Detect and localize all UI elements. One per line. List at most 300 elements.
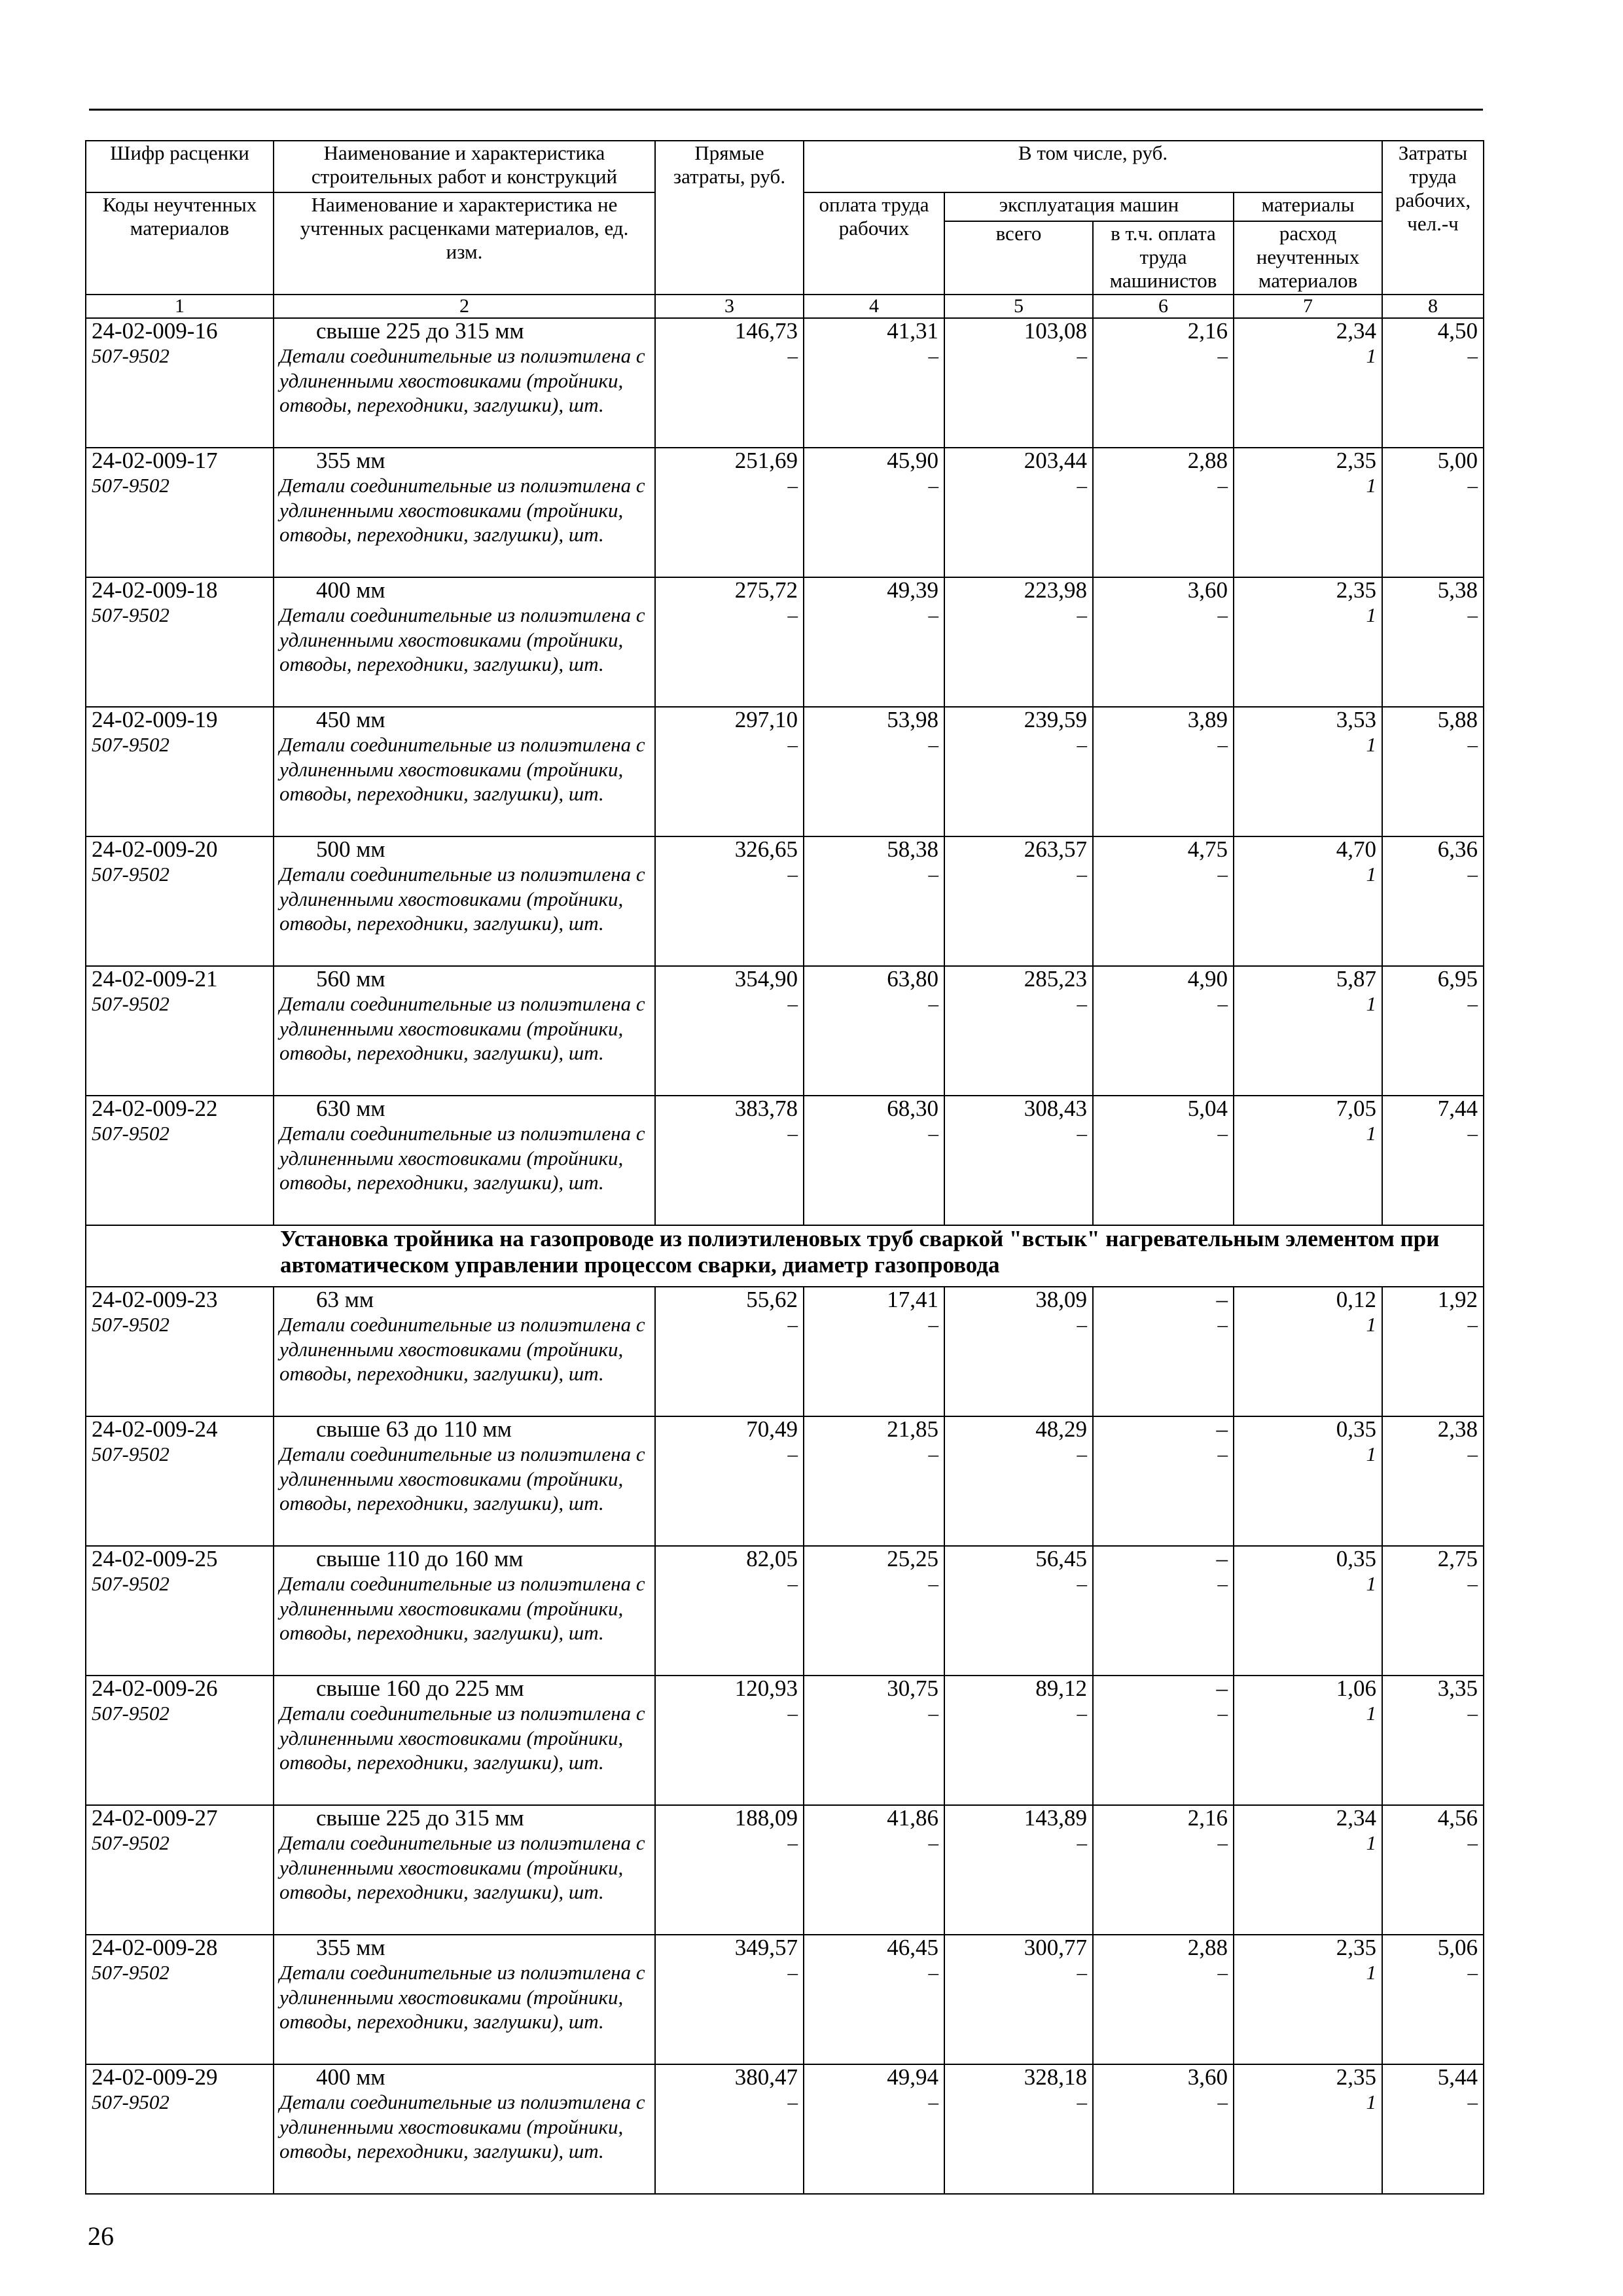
machines-total-value: 308,43 [1024,1096,1087,1121]
direct-cost-cell [655,707,804,836]
work-name-cell [274,1287,655,1416]
header-machines-operators: в т.ч. оплата труда машинистов [1093,221,1234,295]
header-code: Шифр расценки [86,141,274,192]
table-row [86,1546,1484,1676]
labor-hours-sub-value: – [1467,1313,1478,1336]
direct-cost-value: 326,65 [734,836,798,862]
work-name: 355 мм [316,1935,385,1960]
machines-total-value: 263,57 [1024,836,1087,862]
table-row [86,577,1484,707]
work-name: 450 мм [316,707,385,732]
table-row [86,1287,1484,1416]
labor-pay-sub-value: – [928,2090,938,2113]
material-code: 507-9502 [92,1961,169,1984]
direct-cost-value: 70,49 [746,1416,798,1442]
labor-hours-cell [1382,1676,1484,1805]
labor-pay-value: 46,45 [887,1935,938,1960]
labor-pay-value: 49,39 [887,577,938,603]
machines-total-sub-value: – [1077,1122,1087,1145]
labor-pay-value: 41,86 [887,1805,938,1831]
column-number: 2 [274,295,655,318]
labor-hours-cell [1382,1416,1484,1546]
labor-pay-sub-value: – [928,1961,938,1984]
machines-total-cell [944,1805,1093,1935]
machines-total-value: 285,23 [1024,966,1087,992]
labor-pay-cell [804,577,944,707]
material-name: Детали соединительные из полиэтилена с удлиненными хвостовиками (тройники, отводы, переходники, заглушки), шт. [279,1443,645,1515]
machines-operators-pay-sub-value: – [1217,2090,1228,2113]
direct-cost-value: 120,93 [734,1676,798,1701]
machines-operators-pay-sub-value: – [1217,733,1228,756]
materials-consumption-cell [1234,1805,1382,1935]
materials-consumption-sub-value: 1 [1366,474,1377,497]
machines-operators-pay-sub-value: – [1217,863,1228,886]
labor-hours-cell [1382,1805,1484,1935]
machines-operators-pay-cell [1093,318,1234,448]
direct-cost-cell [655,1935,804,2064]
materials-consumption-sub-value: 1 [1366,1443,1377,1465]
material-code: 507-9502 [92,1122,169,1145]
direct-cost-sub-value: – [787,1122,798,1145]
machines-total-cell [944,1935,1093,2064]
labor-pay-cell [804,1935,944,2064]
materials-consumption-value: 4,70 [1336,836,1377,862]
direct-cost-cell [655,966,804,1096]
labor-pay-sub-value: – [928,1122,938,1145]
rate-code-cell [86,318,274,448]
machines-operators-pay-sub-value: – [1217,992,1228,1015]
machines-operators-pay-sub-value: – [1217,1122,1228,1145]
machines-total-cell [944,2064,1093,2194]
labor-hours-cell [1382,966,1484,1096]
machines-total-sub-value: – [1077,992,1087,1015]
materials-consumption-value: 1,06 [1336,1676,1377,1701]
labor-pay-value: 41,31 [887,318,938,344]
work-name-cell [274,966,655,1096]
labor-hours-value: 6,36 [1437,836,1478,862]
labor-pay-cell [804,1287,944,1416]
materials-consumption-sub-value: 1 [1366,1961,1377,1984]
rates-table [85,140,1484,2195]
work-name: свыше 160 до 225 мм [316,1676,524,1701]
direct-cost-cell [655,1805,804,1935]
work-name: 560 мм [316,966,385,992]
labor-pay-cell [804,1416,944,1546]
labor-hours-value: 5,38 [1437,577,1478,603]
work-name-cell [274,1416,655,1546]
labor-hours-value: 6,95 [1437,966,1478,992]
material-code: 507-9502 [92,344,169,367]
machines-operators-pay-value: – [1216,1546,1228,1571]
materials-consumption-cell [1234,1287,1382,1416]
labor-pay-cell [804,2064,944,2194]
work-name-cell [274,1676,655,1805]
material-name: Детали соединительные из полиэтилена с удлиненными хвостовиками (тройники, отводы, переходники, заглушки), шт. [279,863,645,935]
direct-cost-sub-value: – [787,603,798,626]
rate-code-cell [86,1805,274,1935]
material-code: 507-9502 [92,992,169,1015]
machines-total-cell [944,577,1093,707]
rate-code: 24-02-009-21 [92,966,218,992]
materials-consumption-sub-value: 1 [1366,1313,1377,1336]
materials-consumption-value: 2,35 [1336,1935,1377,1960]
machines-operators-pay-value: 3,89 [1187,707,1228,732]
labor-pay-sub-value: – [928,992,938,1015]
machines-total-sub-value: – [1077,2090,1087,2113]
machines-operators-pay-sub-value: – [1217,1702,1228,1725]
materials-consumption-value: 5,87 [1336,966,1377,992]
material-name: Детали соединительные из полиэтилена с удлиненными хвостовиками (тройники, отводы, переходники, заглушки), шт. [279,1313,645,1385]
machines-total-cell [944,966,1093,1096]
direct-cost-value: 188,09 [734,1805,798,1831]
machines-total-cell [944,1096,1093,1225]
table-row [86,1935,1484,2064]
work-name-cell [274,1546,655,1676]
header-machines: эксплуатация машин [944,192,1234,221]
labor-hours-cell [1382,836,1484,966]
machines-total-cell [944,448,1093,577]
direct-cost-value: 82,05 [746,1546,798,1571]
machines-operators-pay-cell [1093,1287,1234,1416]
labor-pay-value: 68,30 [887,1096,938,1121]
rate-code: 24-02-009-23 [92,1287,218,1312]
rate-code: 24-02-009-26 [92,1676,218,1701]
machines-operators-pay-sub-value: – [1217,1443,1228,1465]
direct-cost-sub-value: – [787,344,798,367]
labor-hours-sub-value: – [1467,474,1478,497]
machines-operators-pay-value: 2,88 [1187,448,1228,473]
header-machines-total: всего [944,221,1093,295]
rate-code-cell [86,966,274,1096]
materials-consumption-cell [1234,1096,1382,1225]
material-code: 507-9502 [92,2090,169,2113]
machines-operators-pay-value: 4,90 [1187,966,1228,992]
table-row [86,707,1484,836]
materials-consumption-value: 0,12 [1336,1287,1377,1312]
materials-consumption-cell [1234,1546,1382,1676]
rate-code: 24-02-009-20 [92,836,218,862]
table-row [86,448,1484,577]
rate-code: 24-02-009-28 [92,1935,218,1960]
work-name: 630 мм [316,1096,385,1121]
materials-consumption-value: 2,34 [1336,318,1377,344]
rate-code-cell [86,836,274,966]
machines-operators-pay-sub-value: – [1217,1313,1228,1336]
rate-code: 24-02-009-24 [92,1416,218,1442]
materials-consumption-cell [1234,1416,1382,1546]
table-row [86,1096,1484,1225]
labor-hours-cell [1382,1096,1484,1225]
labor-pay-cell [804,966,944,1096]
rate-code: 24-02-009-17 [92,448,218,473]
direct-cost-value: 275,72 [734,577,798,603]
labor-hours-value: 5,06 [1437,1935,1478,1960]
material-name: Детали соединительные из полиэтилена с удлиненными хвостовиками (тройники, отводы, переходники, заглушки), шт. [279,992,645,1064]
rate-code-cell [86,448,274,577]
labor-pay-sub-value: – [928,603,938,626]
direct-cost-sub-value: – [787,1831,798,1854]
labor-hours-sub-value: – [1467,992,1478,1015]
material-code: 507-9502 [92,1443,169,1465]
materials-consumption-sub-value: 1 [1366,1572,1377,1595]
material-name: Детали соединительные из полиэтилена с удлиненными хвостовиками (тройники, отводы, переходники, заглушки), шт. [279,344,645,416]
direct-cost-sub-value: – [787,1702,798,1725]
machines-total-sub-value: – [1077,1961,1087,1984]
direct-cost-value: 297,10 [734,707,798,732]
machines-operators-pay-sub-value: – [1217,1572,1228,1595]
rate-code: 24-02-009-25 [92,1546,218,1571]
machines-operators-pay-sub-value: – [1217,603,1228,626]
rate-code: 24-02-009-27 [92,1805,218,1831]
column-number: 5 [944,295,1093,318]
material-name: Детали соединительные из полиэтилена с удлиненными хвостовиками (тройники, отводы, переходники, заглушки), шт. [279,733,645,805]
materials-consumption-cell [1234,1935,1382,2064]
machines-total-value: 56,45 [1035,1546,1087,1571]
material-name: Детали соединительные из полиэтилена с удлиненными хвостовиками (тройники, отводы, переходники, заглушки), шт. [279,474,645,546]
material-name: Детали соединительные из полиэтилена с удлиненными хвостовиками (тройники, отводы, переходники, заглушки), шт. [279,603,645,675]
machines-total-cell [944,1546,1093,1676]
materials-consumption-value: 2,35 [1336,577,1377,603]
machines-total-sub-value: – [1077,863,1087,886]
labor-pay-cell [804,707,944,836]
machines-operators-pay-sub-value: – [1217,1961,1228,1984]
material-name: Детали соединительные из полиэтилена с удлиненными хвостовиками (тройники, отводы, переходники, заглушки), шт. [279,1831,645,1903]
table-row [86,966,1484,1096]
machines-total-cell [944,318,1093,448]
machines-operators-pay-value: 5,04 [1187,1096,1228,1121]
labor-pay-cell [804,1546,944,1676]
materials-consumption-value: 0,35 [1336,1546,1377,1571]
labor-pay-cell [804,1096,944,1225]
direct-cost-sub-value: – [787,474,798,497]
machines-operators-pay-cell [1093,1096,1234,1225]
rate-code-cell [86,707,274,836]
labor-hours-cell [1382,318,1484,448]
direct-cost-cell [655,448,804,577]
labor-pay-value: 53,98 [887,707,938,732]
labor-pay-value: 25,25 [887,1546,938,1571]
labor-hours-sub-value: – [1467,1702,1478,1725]
machines-total-sub-value: – [1077,1313,1087,1336]
direct-cost-sub-value: – [787,1572,798,1595]
labor-hours-value: 4,56 [1437,1805,1478,1831]
work-name-cell [274,2064,655,2194]
rate-code-cell [86,1287,274,1416]
work-name-cell [274,1805,655,1935]
materials-consumption-sub-value: 1 [1366,344,1377,367]
machines-total-cell [944,1676,1093,1805]
rate-code-cell [86,577,274,707]
labor-pay-sub-value: – [928,1702,938,1725]
direct-cost-value: 380,47 [734,2064,798,2090]
materials-consumption-cell [1234,966,1382,1096]
header-labor: Затраты труда рабочих, чел.-ч [1382,141,1484,295]
labor-hours-sub-value: – [1467,733,1478,756]
column-number: 3 [655,295,804,318]
column-number: 8 [1382,295,1484,318]
rate-code: 24-02-009-22 [92,1096,218,1121]
machines-total-sub-value: – [1077,1702,1087,1725]
machines-operators-pay-value: 2,16 [1187,318,1228,344]
labor-pay-value: 30,75 [887,1676,938,1701]
material-code: 507-9502 [92,863,169,886]
rate-code-cell [86,1676,274,1805]
header-name: Наименование и характеристика строительных работ и конструкций [274,141,655,192]
labor-pay-sub-value: – [928,1313,938,1336]
labor-pay-cell [804,448,944,577]
labor-hours-sub-value: – [1467,1122,1478,1145]
labor-hours-value: 3,35 [1437,1676,1478,1701]
labor-hours-value: 1,92 [1437,1287,1478,1312]
machines-total-cell [944,1416,1093,1546]
labor-hours-cell [1382,577,1484,707]
direct-cost-cell [655,836,804,966]
labor-hours-sub-value: – [1467,1831,1478,1854]
labor-pay-cell [804,836,944,966]
labor-hours-value: 5,00 [1437,448,1478,473]
rate-code-cell [86,1546,274,1676]
machines-total-value: 239,59 [1024,707,1087,732]
page-number: 26 [88,2221,114,2251]
labor-hours-sub-value: – [1467,1961,1478,1984]
materials-consumption-sub-value: 1 [1366,992,1377,1015]
machines-total-value: 328,18 [1024,2064,1087,2090]
materials-consumption-sub-value: 1 [1366,1122,1377,1145]
labor-pay-sub-value: – [928,1443,938,1465]
machines-operators-pay-cell [1093,707,1234,836]
labor-hours-cell [1382,1287,1484,1416]
work-name: свыше 110 до 160 мм [316,1546,524,1571]
machines-total-value: 143,89 [1024,1805,1087,1831]
materials-consumption-value: 0,35 [1336,1416,1377,1442]
labor-hours-sub-value: – [1467,344,1478,367]
materials-consumption-sub-value: 1 [1366,863,1377,886]
direct-cost-sub-value: – [787,733,798,756]
work-name: свыше 225 до 315 мм [316,1805,524,1831]
machines-operators-pay-value: – [1216,1416,1228,1442]
labor-hours-cell [1382,448,1484,577]
direct-cost-sub-value: – [787,863,798,886]
work-name: 400 мм [316,577,385,603]
labor-pay-value: 45,90 [887,448,938,473]
work-name-cell [274,707,655,836]
labor-hours-cell [1382,1935,1484,2064]
machines-total-cell [944,707,1093,836]
materials-consumption-cell [1234,318,1382,448]
labor-hours-sub-value: – [1467,2090,1478,2113]
labor-pay-cell [804,1805,944,1935]
direct-cost-cell [655,2064,804,2194]
machines-total-sub-value: – [1077,733,1087,756]
direct-cost-cell [655,577,804,707]
machines-operators-pay-value: 4,75 [1187,836,1228,862]
labor-hours-value: 4,50 [1437,318,1478,344]
work-name-cell [274,836,655,966]
machines-total-value: 300,77 [1024,1935,1087,1960]
labor-hours-value: 5,44 [1437,2064,1478,2090]
work-name: свыше 63 до 110 мм [316,1416,512,1442]
labor-hours-cell [1382,1546,1484,1676]
machines-operators-pay-value: 3,60 [1187,2064,1228,2090]
work-name: 355 мм [316,448,385,473]
machines-total-value: 48,29 [1035,1416,1087,1442]
direct-cost-sub-value: – [787,992,798,1015]
machines-total-sub-value: – [1077,1572,1087,1595]
machines-total-sub-value: – [1077,474,1087,497]
material-name: Детали соединительные из полиэтилена с удлиненными хвостовиками (тройники, отводы, переходники, заглушки), шт. [279,1961,645,2033]
machines-total-sub-value: – [1077,1831,1087,1854]
materials-consumption-cell [1234,836,1382,966]
materials-consumption-sub-value: 1 [1366,1702,1377,1725]
rate-code-cell [86,1935,274,2064]
labor-pay-value: 49,94 [887,2064,938,2090]
material-name: Детали соединительные из полиэтилена с удлиненными хвостовиками (тройники, отводы, переходники, заглушки), шт. [279,1702,645,1774]
materials-consumption-value: 2,35 [1336,448,1377,473]
machines-operators-pay-cell [1093,2064,1234,2194]
direct-cost-sub-value: – [787,1961,798,1984]
labor-hours-sub-value: – [1467,603,1478,626]
direct-cost-cell [655,1416,804,1546]
labor-pay-cell [804,318,944,448]
rate-code: 24-02-009-29 [92,2064,218,2090]
direct-cost-cell [655,1546,804,1676]
direct-cost-value: 383,78 [734,1096,798,1121]
section-row [86,1225,1484,1287]
header-material-name: Наименование и характеристика не учтенных расценками материалов, ед. изм. [274,192,655,295]
machines-total-value: 203,44 [1024,448,1087,473]
rate-code-cell [86,2064,274,2194]
direct-cost-value: 251,69 [734,448,798,473]
materials-consumption-sub-value: 1 [1366,733,1377,756]
direct-cost-value: 55,62 [746,1287,798,1312]
labor-hours-sub-value: – [1467,1572,1478,1595]
material-code: 507-9502 [92,1572,169,1595]
labor-hours-value: 2,38 [1437,1416,1478,1442]
top-rule [89,109,1483,111]
work-name-cell [274,1935,655,2064]
machines-operators-pay-value: 2,16 [1187,1805,1228,1831]
work-name-cell [274,318,655,448]
labor-pay-sub-value: – [928,733,938,756]
materials-consumption-value: 2,35 [1336,2064,1377,2090]
machines-operators-pay-cell [1093,966,1234,1096]
header-material-codes: Коды неучтенных материалов [86,192,274,295]
labor-hours-value: 7,44 [1437,1096,1478,1121]
machines-operators-pay-cell [1093,1676,1234,1805]
machines-operators-pay-cell [1093,836,1234,966]
material-code: 507-9502 [92,603,169,626]
machines-operators-pay-sub-value: – [1217,1831,1228,1854]
machines-total-cell [944,836,1093,966]
labor-pay-sub-value: – [928,344,938,367]
materials-consumption-value: 2,34 [1336,1805,1377,1831]
direct-cost-value: 354,90 [734,966,798,992]
labor-hours-sub-value: – [1467,863,1478,886]
material-code: 507-9502 [92,1313,169,1336]
column-number: 4 [804,295,944,318]
rate-code: 24-02-009-16 [92,318,218,344]
section-cell [86,1225,1484,1287]
materials-consumption-cell [1234,1676,1382,1805]
labor-pay-value: 17,41 [887,1287,938,1312]
section-title: Установка тройника на газопроводе из полиэтиленовых труб сваркой "встык" нагревательным элементом при автоматическом управлении процессом сварки, диаметр газопровода [280,1226,1440,1278]
materials-consumption-value: 3,53 [1336,707,1377,732]
machines-total-value: 38,09 [1035,1287,1087,1312]
material-name: Детали соединительные из полиэтилена с удлиненными хвостовиками (тройники, отводы, переходники, заглушки), шт. [279,1572,645,1644]
direct-cost-cell [655,1287,804,1416]
material-code: 507-9502 [92,1702,169,1725]
machines-operators-pay-cell [1093,1546,1234,1676]
